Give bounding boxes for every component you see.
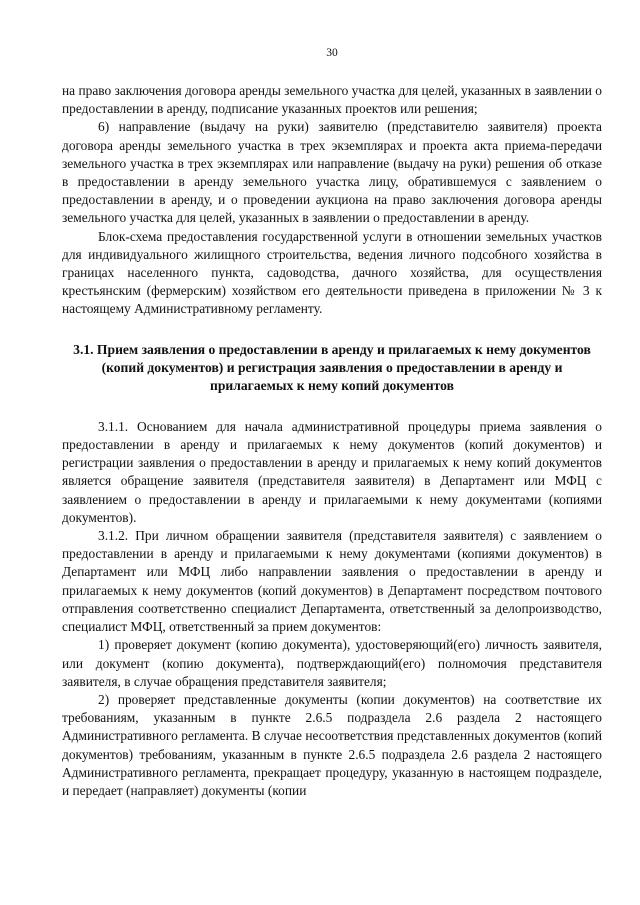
paragraph-item-2: 2) проверяет представленные документы (копии документов) на соответствие их требованиям, указанным в пункте 2.6.5 подраздела 2.6 раздела 2 настоящего Административного регламента. В случае несоответствия представленных документов (копий документов) требованиям, указанным в пункте 2.6.5 подраздела 2.6 раздела 2 настоящего Административного регламента, прекращает процедуру, указанную в настоящем подразделе, и передает (направляет) документы (копии: [62, 691, 602, 798]
page-number: 30: [326, 47, 338, 59]
paragraph-3-1-1: 3.1.1. Основанием для начала административной процедуры приема заявления о предоставлении в аренду и прилагаемых к нему документов (копий документов) и регистрации заявления о предоставлении в аренду и прилагаемых к нему копий документов является обращение заявителя (представителя заявителя) в Департамент или МФЦ с заявлением о предоставлении в аренду и прилагаемыми к нему документами (копиями документов).: [62, 418, 602, 525]
paragraph-item-1: 1) проверяет документ (копию документа), удостоверяющий(его) личность заявителя, или документ (копию документа), подтверждающий(его) полномочия представителя заявителя, в случае обращения представителя заявителя;: [62, 637, 602, 689]
paragraph-item-6: 6) направление (выдачу на руки) заявителю (представителю заявителя) проекта договора аренды земельного участка в трех экземплярах и проекта акта приема-передачи земельного участка в трех экземплярах или направление (выдачу на руки) решения об отказе в предоставлении в аренду земельного участка лицу, обратившемуся с заявлением о предоставлении в аренду, и о проведении аукциона на право заключения договора аренды земельного участка для целей, указанных в заявлении о предоставлении в аренду.: [62, 119, 602, 226]
paragraph-continuation: на право заключения договора аренды земельного участка для целей, указанных в заявлении о предоставлении в аренду, подписание указанных проектов или решения;: [62, 83, 602, 117]
section-heading-3-1: 3.1. Прием заявления о предоставлении в аренду и прилагаемых к нему документов (копий документов) и регистрация заявления о предоставлении в аренду и прилагаемых к нему копий документов: [73, 341, 591, 394]
paragraph-3-1-2: 3.1.2. При личном обращении заявителя (представителя заявителя) с заявлением о предоставлении в аренду и прилагаемыми к нему документами (копиями документов) в Департамент или МФЦ либо направлении заявления о предоставлении в аренду и прилагаемых к нему документов (копий документов) в Департамент посредством почтового отправления соответственно специалист Департамента, ответственный за делопроизводство, специалист МФЦ, ответственный за прием документов:: [62, 528, 602, 635]
text-block-top: [62, 82, 602, 319]
text-block-bottom: [62, 418, 602, 800]
paragraph-flowchart-reference: Блок-схема предоставления государственной услуги в отношении земельных участков для индивидуального жилищного строительства, ведения личного подсобного хозяйства в границах населенного пункта, садоводства, дачного хозяйства, для осуществления крестьянским (фермерским) хозяйством его деятельности приведена в приложении № 3 к настоящему Административному регламенту.: [62, 228, 602, 317]
